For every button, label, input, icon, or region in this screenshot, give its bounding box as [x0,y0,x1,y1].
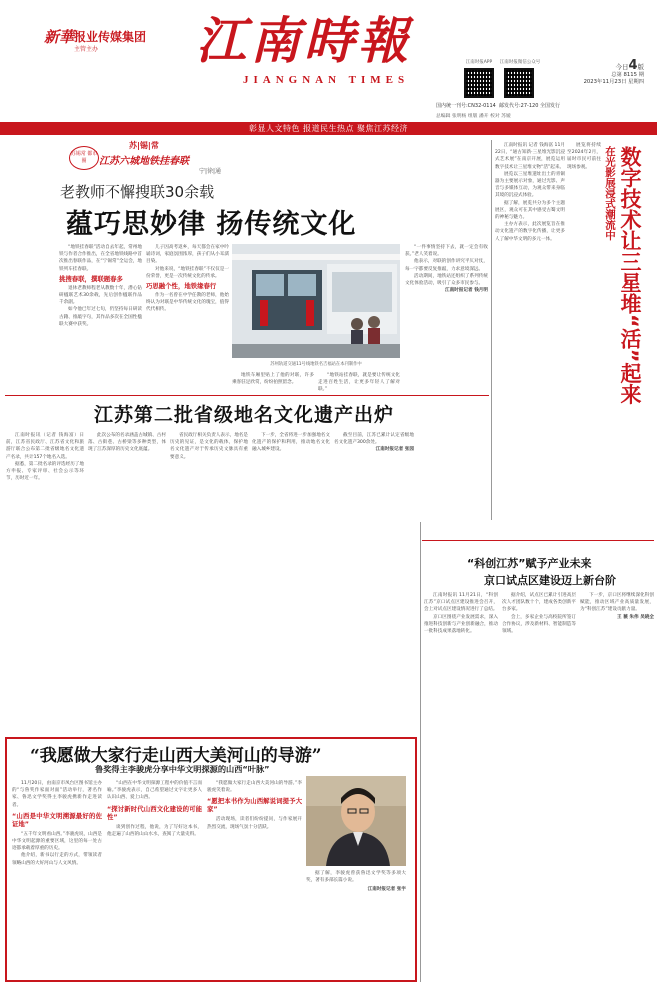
paragraph: “地铁站挂春联，就是要让传统文化走进百姓生活，让更多年轻人了解对联。” [318,373,400,393]
story-kicker [69,138,281,176]
article-column [6,432,84,728]
paragraph: 11月20日，由南京市凤台区图书馆主办的“与鲁奖作家面对面”活动举行，著名作家、鲁迅文学奖得主李骏虎携新作走进读者。 [12,781,102,808]
article-column [107,780,202,978]
author-portrait-image [306,776,406,866]
paragraph: 展览以三星堆遗址出土的青铜器为主要展示对象，通过光影、声音与多媒体互动，为观众带来身临其境的沉浸式体验。 [495,171,565,199]
paragraph: 江南时报讯（记者 钱海富）日前，江苏省民政厅、江苏省文化和旅游厅联合公布第二批省级地名文化遗产名录，共计157个地名入选。 [6,433,84,460]
paragraph: “一件事情坚持下去，就一定会有收获。”老人笑着说。 [405,245,488,258]
metro-photo [232,244,400,358]
paragraph: “山西在中华文明探源工程中的价值不言而喻。”李骏虎表示，自己希望通过文字让更多人认识山西、爱上山西。 [107,781,202,801]
story-overtitle: 老教师不懈搜联30余载 [60,183,215,201]
article-column [207,780,302,978]
article-column [88,432,166,728]
photo-caption: 苏州轨道交通11号线地铁名吉福站在本刊制作中 [270,362,362,367]
article-column [567,142,601,518]
slogan-bar: 彰显人文特色 报道民生热点 聚焦江苏经济 [0,122,657,135]
paragraph: 对他来说，“地铁挂春联”不仅仅是一份荣誉，更是一次传统文化的传承。 [146,266,229,279]
author-portrait [306,776,406,866]
kicker-sub: 宁|徐|通 [199,168,222,175]
metro-platform-image [232,244,400,358]
paragraph: 儿子因高考返乡，每天都会在家中吟诵诗词，家庭氛围浓厚，孩子们从小耳濡目染。 [146,245,229,265]
story3-subtitle: 京口试点区建设迈上新台阶 [484,574,616,587]
issue-info [584,72,644,86]
subheading: 巧思融个性，地铁缘春行 [146,282,217,291]
issue-number: 总第 8115 期 [611,72,644,78]
editors-line: 总编辑 张明杨 组版 潘开 校对 苏媛 [436,114,511,119]
feature-title: “我愿做大家行走山西大美河山的导游” [30,746,322,766]
feature-subtitle: 鲁奖得主李骏虎分享中华文明探源的山西“叶脉” [95,764,270,774]
byline: 江南时报记者 张园 [375,447,414,453]
article-column [170,432,248,728]
paragraph: 活动现场，读者们纷纷提问，与作家展开热烈交流，现场气氛十分活跃。 [207,817,302,830]
article-column [502,592,576,980]
article-column [424,592,498,980]
group-logo [44,24,176,54]
paragraph: 会上，多家企业与高校院所签订合作协议，涉及新材料、智能制造等领域。 [502,614,576,635]
paragraph: 作为一名曾在中学任教的老师，他始终认为对联是中华传统文化的瑰宝，值得代代相传。 [146,293,229,313]
paragraph: 退休老教师程老从教数十年，潜心钻研楹联艺术30余载，先后创作楹联作品千余副。 [59,285,142,306]
article-column [334,432,414,728]
paragraph: 地铁车厢里贴上了他的对联，许多乘客驻足欣赏，纷纷拍照留念。 [232,373,314,386]
article-column [306,870,406,978]
qr-code-icon [504,68,534,98]
paragraph: 展览将持续至2024年2月，届时市民可前往现场参观。 [567,143,601,170]
right-story-title: 数字技术让三星堆“活”起来 [618,146,642,405]
kicker-main: 江苏六城地铁挂春联 [99,156,189,167]
paragraph: 截至目前，江苏已累计认定省级地名文化遗产300余处。 [334,433,414,446]
group-name: 报业传媒集团 [74,30,147,44]
right-story-subtitle: 在光影展浸式潮流中 [604,146,616,241]
byline: 江南时报记者 钱月明 [445,288,488,294]
story3-title: “科创江苏”赋予产业未来 [467,557,592,570]
paragraph: 如今他已年过七旬，仍坚持每日研读古籍、推敲字句，其作品多次在全国性楹联大赛中获奖。 [59,307,142,327]
paragraph: “我愿做大家行走山西大美河山的导游。”李骏虎笑着说。 [207,781,302,794]
article-column [146,244,229,394]
article-column [405,244,488,394]
paragraph: 主办方表示，此次展览旨在推动文化遗产的数字化传播，让更多人了解中华文明的多元一体。 [495,222,565,242]
paragraph: 下一步，全省将进一步加强地名文化遗产的保护和利用，推动地名文化融入城乡建设。 [252,433,330,453]
story-title: 蕴巧思妙律 扬传统文化 [66,209,357,240]
article-column [59,244,142,394]
paragraph: 他介绍，新书以行走的方式，带领读者领略山西的大好河山与人文风情。 [12,853,102,866]
kicker-series: 苏|锡|常 [129,141,159,150]
paragraph: 据介绍，试点区已累计引进高层次人才团队数十个，建成各类创新平台多家。 [502,593,576,613]
paragraph: “地铁挂春联”活动自去年起，常州地铁与作者合作推出，在全省地铁线路中首次推出春联作品，在“宁锡常”全运会，地铁列车挂春联。 [59,245,142,272]
kicker-badge: 苏锡常 都市圈 [69,146,99,170]
qr-label: 江南时报微信公众号 [499,60,541,65]
subheading: “山西是中华文明溯源最好的佐证地” [12,811,102,828]
subheading: 挑搜春联，撰联题春多 [59,274,123,283]
paragraph: 据了解，李骏虎曾获鲁迅文学奖等多项大奖，著有多部长篇小说。 [306,871,406,884]
group-sub: 主管主办 [74,46,99,53]
story2-title: 江苏第二批省级地名文化遗产出炉 [94,404,395,426]
subheading: “探讨新时代山西文化建设的可能性” [107,804,202,821]
group-logo-mark: 新華 [44,28,75,46]
paragraph: 他表示，对联的创作讲究平仄对仗，每一字都要反复推敲，力求意境深远。 [405,259,488,272]
paragraph: 省民政厅相关负责人表示，地名是历史的见证，是文化的载体，保护地名文化遗产对于传承历史文脉具有重要意义。 [170,433,248,460]
byline: 王 薇 朱伟 吴晓全 [617,614,654,620]
paragraph: 谈到创作过程，他说，为了写好这本书，他走遍了山西的山山水水，查阅了大量史料。 [107,824,202,837]
article-column [495,142,565,518]
qr-label: 江南时报APP [465,60,493,65]
paragraph: 据悉，第二批名录的评选经历了地方申报、专家评审、社会公示等环节，历时近一年。 [6,461,84,482]
newspaper-title-en: JIANGNAN TIMES [243,74,410,86]
qr-code-icon [464,68,494,98]
paragraph: “五千年文明看山西。”李骏虎说，山西是中华文明起源的重要区域，这里的每一处古迹都承载着厚重的历史。 [12,831,102,852]
paragraph: 活动期间，地铁站还组织了系列传统文化体验活动，吸引了众多市民参与。 [405,273,488,287]
article-column [12,780,102,978]
today-pages: 今日4版 [615,58,644,73]
subheading: “愿把本书作为山西解说词提予大家” [207,797,302,814]
newspaper-title: 江南時報 [196,11,412,70]
paragraph: 据了解，展览共分为多个主题展区，观众可在其中感受古蜀文明的神秘与魅力。 [495,200,565,221]
article-column [580,592,654,980]
byline: 江南时报记者 张宇 [367,887,406,893]
paragraph: 下一步，京口区将继续深化科创赋能，推动区域产业高质量发展，为“科创江苏”建设贡献力量。 [580,593,654,613]
paragraph: 江南时报讯 11月21日，“科创江苏”京口试点区建设推进会召开，会上对试点区建设情况进行了总结。 [424,593,498,613]
issue-date: 2023年11月23日 星期四 [583,79,644,85]
paragraph: 京口区围绕产业发展需求，深入推进科技创新与产业创新融合，推动一批科技成果落地转化。 [424,614,498,635]
paragraph: 江南时报讯 记者 钱海富 11月22日，“通古知新·三星堆光影沉浸式艺术展”在南京开展，展览运用数字技术让三星堆文物“活”起来。 [495,143,565,170]
publication-codes: 国内统一刊号:CN32-0114 邮发代号:27-120 全国发行 [436,103,560,109]
paragraph: 此次公布的名录涵盖古城镇、古村落、古街巷、古桥梁等多种类型，体现了江苏深厚的历史文化底蕴。 [88,433,166,453]
article-column [252,432,330,728]
